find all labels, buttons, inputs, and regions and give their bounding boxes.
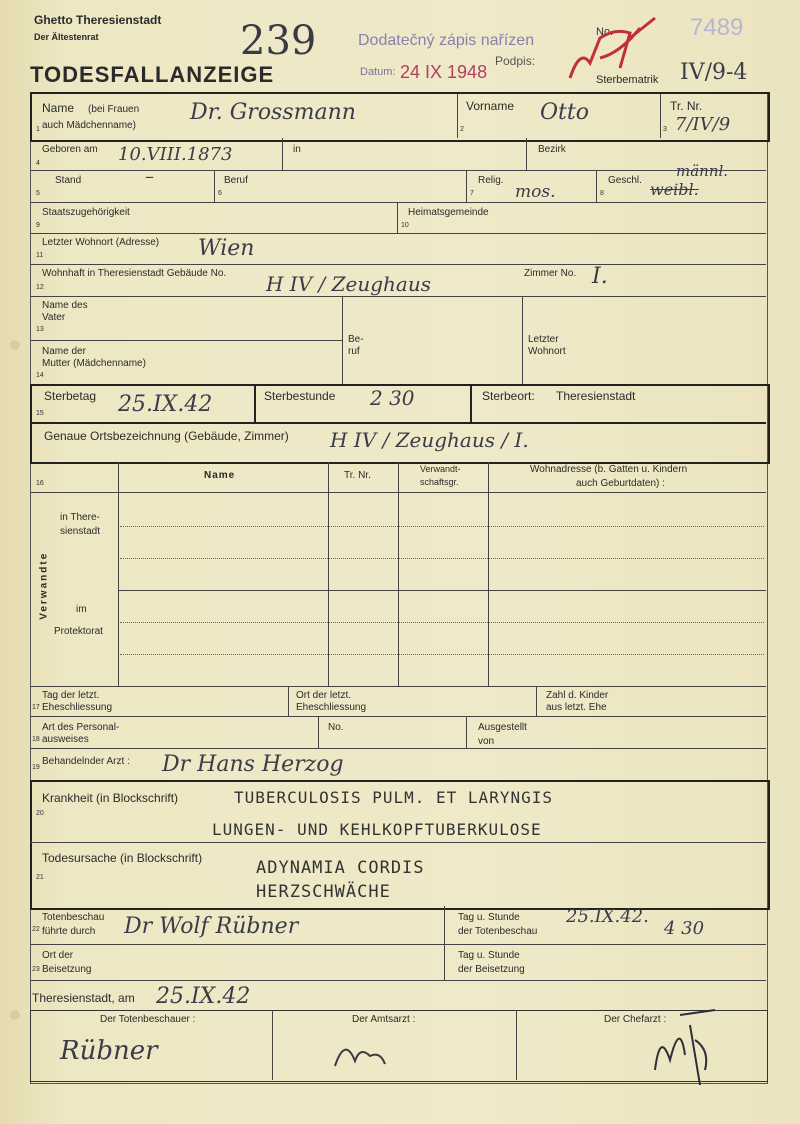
parents-beruf2: ruf bbox=[348, 346, 360, 357]
divider bbox=[288, 686, 289, 716]
marriage-tag2: Eheschliessung bbox=[42, 702, 113, 713]
stand-value: – bbox=[145, 166, 154, 187]
sterbetag-value: 25.IX.42 bbox=[118, 392, 213, 417]
genaue-label: Genaue Ortsbezeichnung (Gebäude, Zimmer) bbox=[44, 429, 289, 443]
chefarzt-signature bbox=[640, 1000, 730, 1090]
todesursache-line2: HERZSCHWÄCHE bbox=[256, 882, 391, 902]
row-line bbox=[30, 422, 766, 424]
stamp-number: 7489 bbox=[690, 14, 744, 41]
field-number: 3 bbox=[663, 126, 667, 133]
beisetzung-tag2: der Beisetzung bbox=[458, 964, 525, 975]
stamp-date-label: Datum: bbox=[360, 66, 396, 78]
field-number: 20 bbox=[36, 810, 44, 817]
stand-label: Stand bbox=[55, 175, 82, 186]
ausweis-no: No. bbox=[328, 722, 344, 733]
field-number: 13 bbox=[36, 326, 44, 333]
field-number: 21 bbox=[36, 874, 44, 881]
field-number: 11 bbox=[36, 252, 44, 259]
rel-verw-col1: Verwandt- bbox=[420, 464, 461, 474]
dotted-line bbox=[120, 526, 764, 527]
field-number: 23 bbox=[32, 966, 40, 973]
beschau-tag2: der Totenbeschau bbox=[458, 926, 538, 937]
field-number: 10 bbox=[401, 222, 409, 229]
divider bbox=[526, 138, 527, 170]
field-number: 1 bbox=[36, 126, 40, 133]
marriage-tag1: Tag der letzt. bbox=[42, 690, 100, 701]
field-number: 18 bbox=[32, 736, 40, 743]
sterbeort-label: Sterbeort: bbox=[482, 389, 535, 403]
name-label: Name bbox=[42, 101, 75, 115]
todesursache-line1: ADYNAMIA CORDIS bbox=[256, 858, 425, 878]
staat-label: Staatszugehörigkeit bbox=[42, 207, 130, 218]
name-label-note2: auch Mädchenname) bbox=[42, 120, 136, 131]
wohnort-value: Wien bbox=[198, 236, 255, 261]
divider bbox=[342, 296, 343, 384]
beschau-time-value: 4 30 bbox=[664, 918, 705, 939]
krankheit-line2: LUNGEN- UND KEHLKOPFTUBERKULOSE bbox=[212, 820, 542, 839]
wohnort-label: Letzter Wohnort (Adresse) bbox=[42, 237, 160, 248]
divider bbox=[466, 170, 467, 202]
org-sub: Der Ältestenrat bbox=[34, 32, 99, 42]
dotted-line bbox=[120, 654, 764, 655]
beschau-value: Dr Wolf Rübner bbox=[124, 914, 299, 939]
dotted-line bbox=[120, 622, 764, 623]
stamp-no: No. bbox=[596, 26, 614, 38]
sterbestunde-label: Sterbestunde bbox=[264, 389, 336, 403]
punch-hole bbox=[10, 1010, 20, 1020]
sterbeort-value: Theresienstadt bbox=[556, 389, 636, 403]
divider bbox=[536, 686, 537, 716]
row-line bbox=[30, 980, 766, 981]
zimmer-value: I. bbox=[592, 264, 608, 289]
row-line bbox=[30, 340, 342, 341]
geboren-in-label: in bbox=[293, 144, 301, 155]
sig2-label: Der Amtsarzt : bbox=[352, 1014, 416, 1025]
field-number: 12 bbox=[36, 284, 44, 291]
heimat-label: Heimatsgemeinde bbox=[408, 207, 489, 218]
beschau-tag1: Tag u. Stunde bbox=[458, 912, 520, 923]
row-line bbox=[30, 296, 766, 297]
divider bbox=[522, 296, 523, 384]
mutter-label1: Name der bbox=[42, 346, 86, 357]
rel-wohn-col1: Wohnadresse (b. Gatten u. Kindern bbox=[530, 464, 688, 475]
field-number: 17 bbox=[32, 704, 40, 711]
divider bbox=[398, 462, 399, 686]
field-number: 7 bbox=[470, 190, 474, 197]
sig1-value: Rübner bbox=[60, 1036, 158, 1066]
beisetzung-tag1: Tag u. Stunde bbox=[458, 950, 520, 961]
divider bbox=[457, 94, 458, 138]
row-line bbox=[30, 716, 766, 717]
divider bbox=[488, 462, 489, 686]
row-line bbox=[30, 264, 766, 265]
genaue-value: H IV / Zeughaus / I. bbox=[330, 428, 529, 452]
rel-side-label: Verwandte bbox=[38, 551, 50, 620]
row-line bbox=[30, 170, 766, 171]
ausweis-ausgestellt2: von bbox=[478, 736, 495, 747]
rel-prot1: im bbox=[76, 604, 87, 615]
row-line bbox=[30, 686, 766, 687]
name-label-note: (bei Frauen bbox=[88, 104, 140, 115]
field-number: 8 bbox=[600, 190, 604, 197]
geschl-value2: weibl. bbox=[650, 180, 699, 199]
wohnhaft-value: H IV / Zeughaus bbox=[266, 272, 431, 296]
wohnhaft-label: Wohnhaft in Theresienstadt Gebäude No. bbox=[42, 268, 227, 279]
marriage-kinder2: aus letzt. Ehe bbox=[546, 702, 607, 713]
field-number: 9 bbox=[36, 222, 40, 229]
beisetzung-ort2: Beisetzung bbox=[42, 964, 92, 975]
divider bbox=[444, 906, 445, 980]
trnr-label: Tr. Nr. bbox=[670, 99, 703, 113]
parents-beruf1: Be- bbox=[348, 334, 364, 345]
sterbetag-label: Sterbetag bbox=[44, 389, 97, 403]
sig3-label: Der Chefarzt : bbox=[604, 1014, 667, 1025]
name-value: Dr. Grossmann bbox=[190, 100, 356, 125]
arzt-value: Dr Hans Herzog bbox=[162, 752, 344, 777]
arzt-label: Behandelnder Arzt : bbox=[42, 756, 130, 767]
form-number: 239 bbox=[240, 18, 317, 64]
rel-there1: in There- bbox=[60, 512, 100, 523]
divider bbox=[214, 170, 215, 202]
zimmer-label: Zimmer No. bbox=[524, 268, 577, 279]
place-date: 25.IX.42 bbox=[156, 984, 251, 1009]
divider bbox=[118, 462, 119, 686]
marriage-ort1: Ort der letzt. bbox=[296, 690, 352, 701]
rel-verw-col2: schaftsgr. bbox=[420, 477, 459, 487]
bezirk-label: Bezirk bbox=[538, 144, 566, 155]
name-section bbox=[30, 92, 770, 142]
trnr-value: 7/IV/9 bbox=[675, 114, 731, 135]
mutter-label2: Mutter (Mädchenname) bbox=[42, 358, 146, 369]
punch-hole bbox=[10, 340, 20, 350]
ausweis-art1: Art des Personal- bbox=[42, 722, 120, 733]
rel-trnr-col: Tr. Nr. bbox=[344, 470, 371, 481]
parents-wohnort1: Letzter bbox=[528, 334, 559, 345]
field-number: 19 bbox=[32, 764, 40, 771]
marriage-ort2: Eheschliessung bbox=[296, 702, 367, 713]
relig-value: mos. bbox=[515, 182, 556, 202]
dotted-line bbox=[120, 558, 764, 559]
beschau-tag-value: 25.IX.42. bbox=[566, 906, 649, 927]
divider bbox=[470, 386, 472, 422]
field-number: 4 bbox=[36, 160, 40, 167]
matrik-label: Sterbematrik bbox=[596, 74, 659, 86]
row-line bbox=[30, 944, 766, 945]
divider bbox=[397, 202, 398, 233]
field-number: 5 bbox=[36, 190, 40, 197]
row-line bbox=[30, 233, 766, 234]
krankheit-line1: TUBERCULOSIS PULM. ET LARYNGIS bbox=[234, 788, 553, 807]
field-number: 14 bbox=[36, 372, 44, 379]
beisetzung-ort1: Ort der bbox=[42, 950, 74, 961]
divider bbox=[282, 138, 283, 170]
row-line bbox=[30, 202, 766, 203]
divider bbox=[660, 94, 661, 138]
org-name: Ghetto Theresienstadt bbox=[34, 13, 162, 27]
field-number: 22 bbox=[32, 926, 40, 933]
stamp-line1: Dodatečný zápis nařízen bbox=[358, 32, 535, 49]
geschl-label: Geschl. bbox=[608, 175, 642, 186]
sterbestunde-value: 2 30 bbox=[370, 386, 415, 410]
row-line bbox=[30, 748, 766, 749]
ausweis-art2: ausweises bbox=[42, 734, 89, 745]
geboren-value: 10.VIII.1873 bbox=[118, 144, 233, 165]
geschl-value1: männl. bbox=[676, 162, 729, 180]
vorname-value: Otto bbox=[540, 100, 589, 125]
divider bbox=[254, 386, 256, 422]
divider bbox=[328, 462, 329, 686]
rel-there2: sienstadt bbox=[60, 526, 101, 537]
beschau-label2: führte durch bbox=[42, 926, 96, 937]
field-number: 15 bbox=[36, 410, 44, 417]
rel-name-col: Name bbox=[204, 470, 236, 481]
geboren-label: Geboren am bbox=[42, 144, 98, 155]
divider bbox=[596, 170, 597, 202]
vorname-label: Vorname bbox=[466, 99, 515, 113]
vater-label1: Name des bbox=[42, 300, 88, 311]
matrik-value: IV/9-4 bbox=[680, 60, 748, 85]
divider bbox=[516, 1010, 517, 1080]
rel-prot2: Protektorat bbox=[54, 626, 103, 637]
stamp-sign-label: Podpis: bbox=[495, 54, 536, 68]
place-label: Theresienstadt, am bbox=[32, 991, 135, 1005]
field-number: 2 bbox=[460, 126, 464, 133]
parents-wohnort2: Wohnort bbox=[528, 346, 566, 357]
ausweis-ausgestellt1: Ausgestellt bbox=[478, 722, 527, 733]
divider bbox=[318, 716, 319, 748]
relig-label: Relig. bbox=[478, 175, 504, 186]
form-title: TODESFALLANZEIGE bbox=[30, 62, 275, 87]
divider bbox=[272, 1010, 273, 1080]
krankheit-label: Krankheit (in Blockschrift) bbox=[42, 791, 179, 805]
vater-label2: Vater bbox=[42, 312, 66, 323]
rel-wohn-col2: auch Geburtdaten) : bbox=[576, 478, 665, 489]
row-line bbox=[30, 842, 766, 843]
divider bbox=[466, 716, 467, 748]
marriage-kinder1: Zahl d. Kinder bbox=[546, 690, 609, 701]
beruf-label: Beruf bbox=[224, 175, 248, 186]
sig1-label: Der Totenbeschauer : bbox=[100, 1014, 196, 1025]
todesursache-label: Todesursache (in Blockschrift) bbox=[42, 851, 203, 865]
field-number: 6 bbox=[218, 190, 222, 197]
row-line bbox=[118, 590, 766, 591]
field-number: 16 bbox=[36, 480, 44, 487]
stamp-date: 24 IX 1948 bbox=[400, 62, 488, 82]
beschau-label1: Totenbeschau bbox=[42, 912, 105, 923]
amtsarzt-signature bbox=[330, 1026, 390, 1076]
